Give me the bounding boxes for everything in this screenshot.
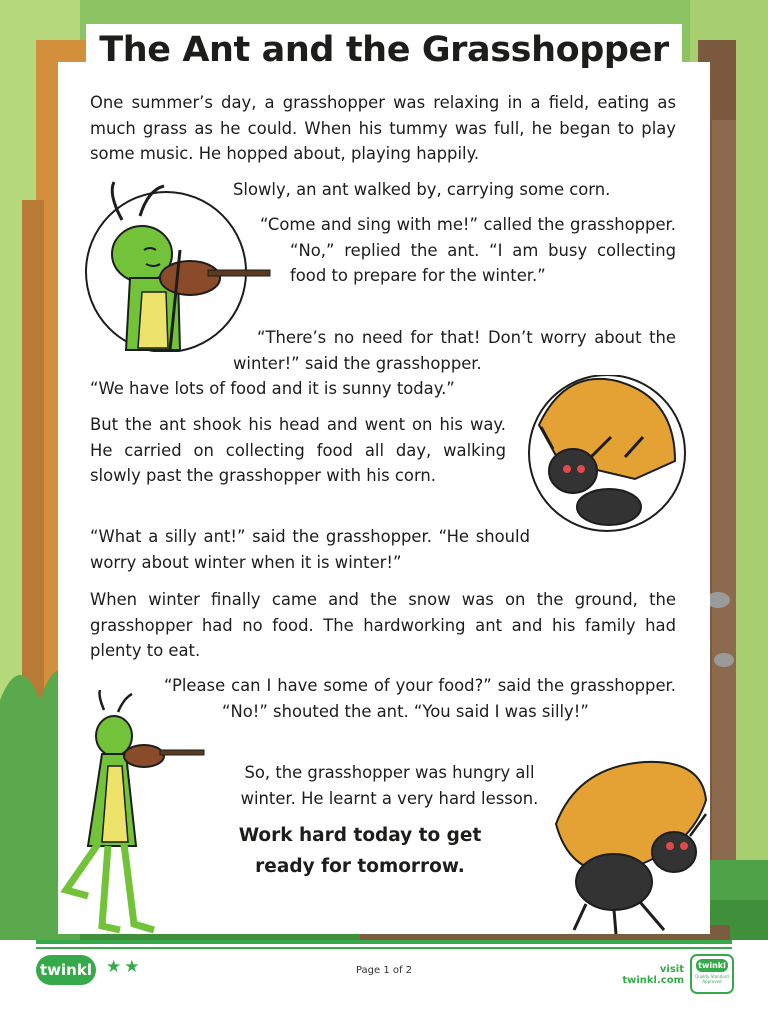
story-paragraph-6: But the ant shook his head and went on his way. He carried on collecting food all day, walking slowly past the grasshopper with his corn. [90,415,506,486]
quality-badge-icon [690,954,734,994]
badge-logo: twinkl [696,959,728,972]
story-moral: Work hard today to get ready for tomorrow. [238,825,482,877]
story-paragraph-5: “We have lots of food and it is sunny today.” [90,379,455,398]
story-paragraph-7: “What a silly ant!” said the grasshopper. “He should worry about winter when it is winter!” [90,527,530,572]
page-number: Page 1 of 2 [355,965,413,976]
star-icon: ★★ [106,957,143,977]
badge-caption: Quality Standard Approved [695,974,729,984]
ant-with-corn-illustration [552,760,716,936]
story-paragraph-8: When winter finally came and the snow was on the ground, the grasshopper had no food. The hardworking ant and his family had plenty to eat. [90,590,676,661]
story-paragraph-9: “Please can I have some of your food?” said the grasshopper. “No!” shouted the ant. “You said I was silly!” [164,676,676,721]
footer-divider-thin [36,947,732,949]
story-paragraph-10: So, the grasshopper was hungry all winter. He learnt a very hard lesson. [240,763,539,808]
twinkl-logo-icon[interactable]: twinkl [36,955,96,985]
page-title: The Ant and the Grasshopper [86,24,682,76]
ant-carrying-corn-illustration [525,375,695,535]
footer-divider [36,940,732,944]
story-paragraph-3: “Come and sing with me!” called the grasshopper. “No,” replied the ant. “I am busy collecting food to prepare for the winter.” [260,215,676,286]
visit-website-link[interactable]: visit twinkl.com [622,964,684,986]
standing-grasshopper-illustration [52,690,212,936]
grasshopper-violin-illustration [80,180,280,352]
story-paragraph-1: One summer’s day, a grasshopper was relaxing in a field, eating as much grass as he could. When his tummy was full, he began to play some music. He hopped about, playing happily. [90,93,676,164]
story-paragraph-2: Slowly, an ant walked by, carrying some corn. [233,180,611,199]
story-paragraph-4: “There’s no need for that! Don’t worry about the winter!” said the grasshopper. [233,328,676,373]
